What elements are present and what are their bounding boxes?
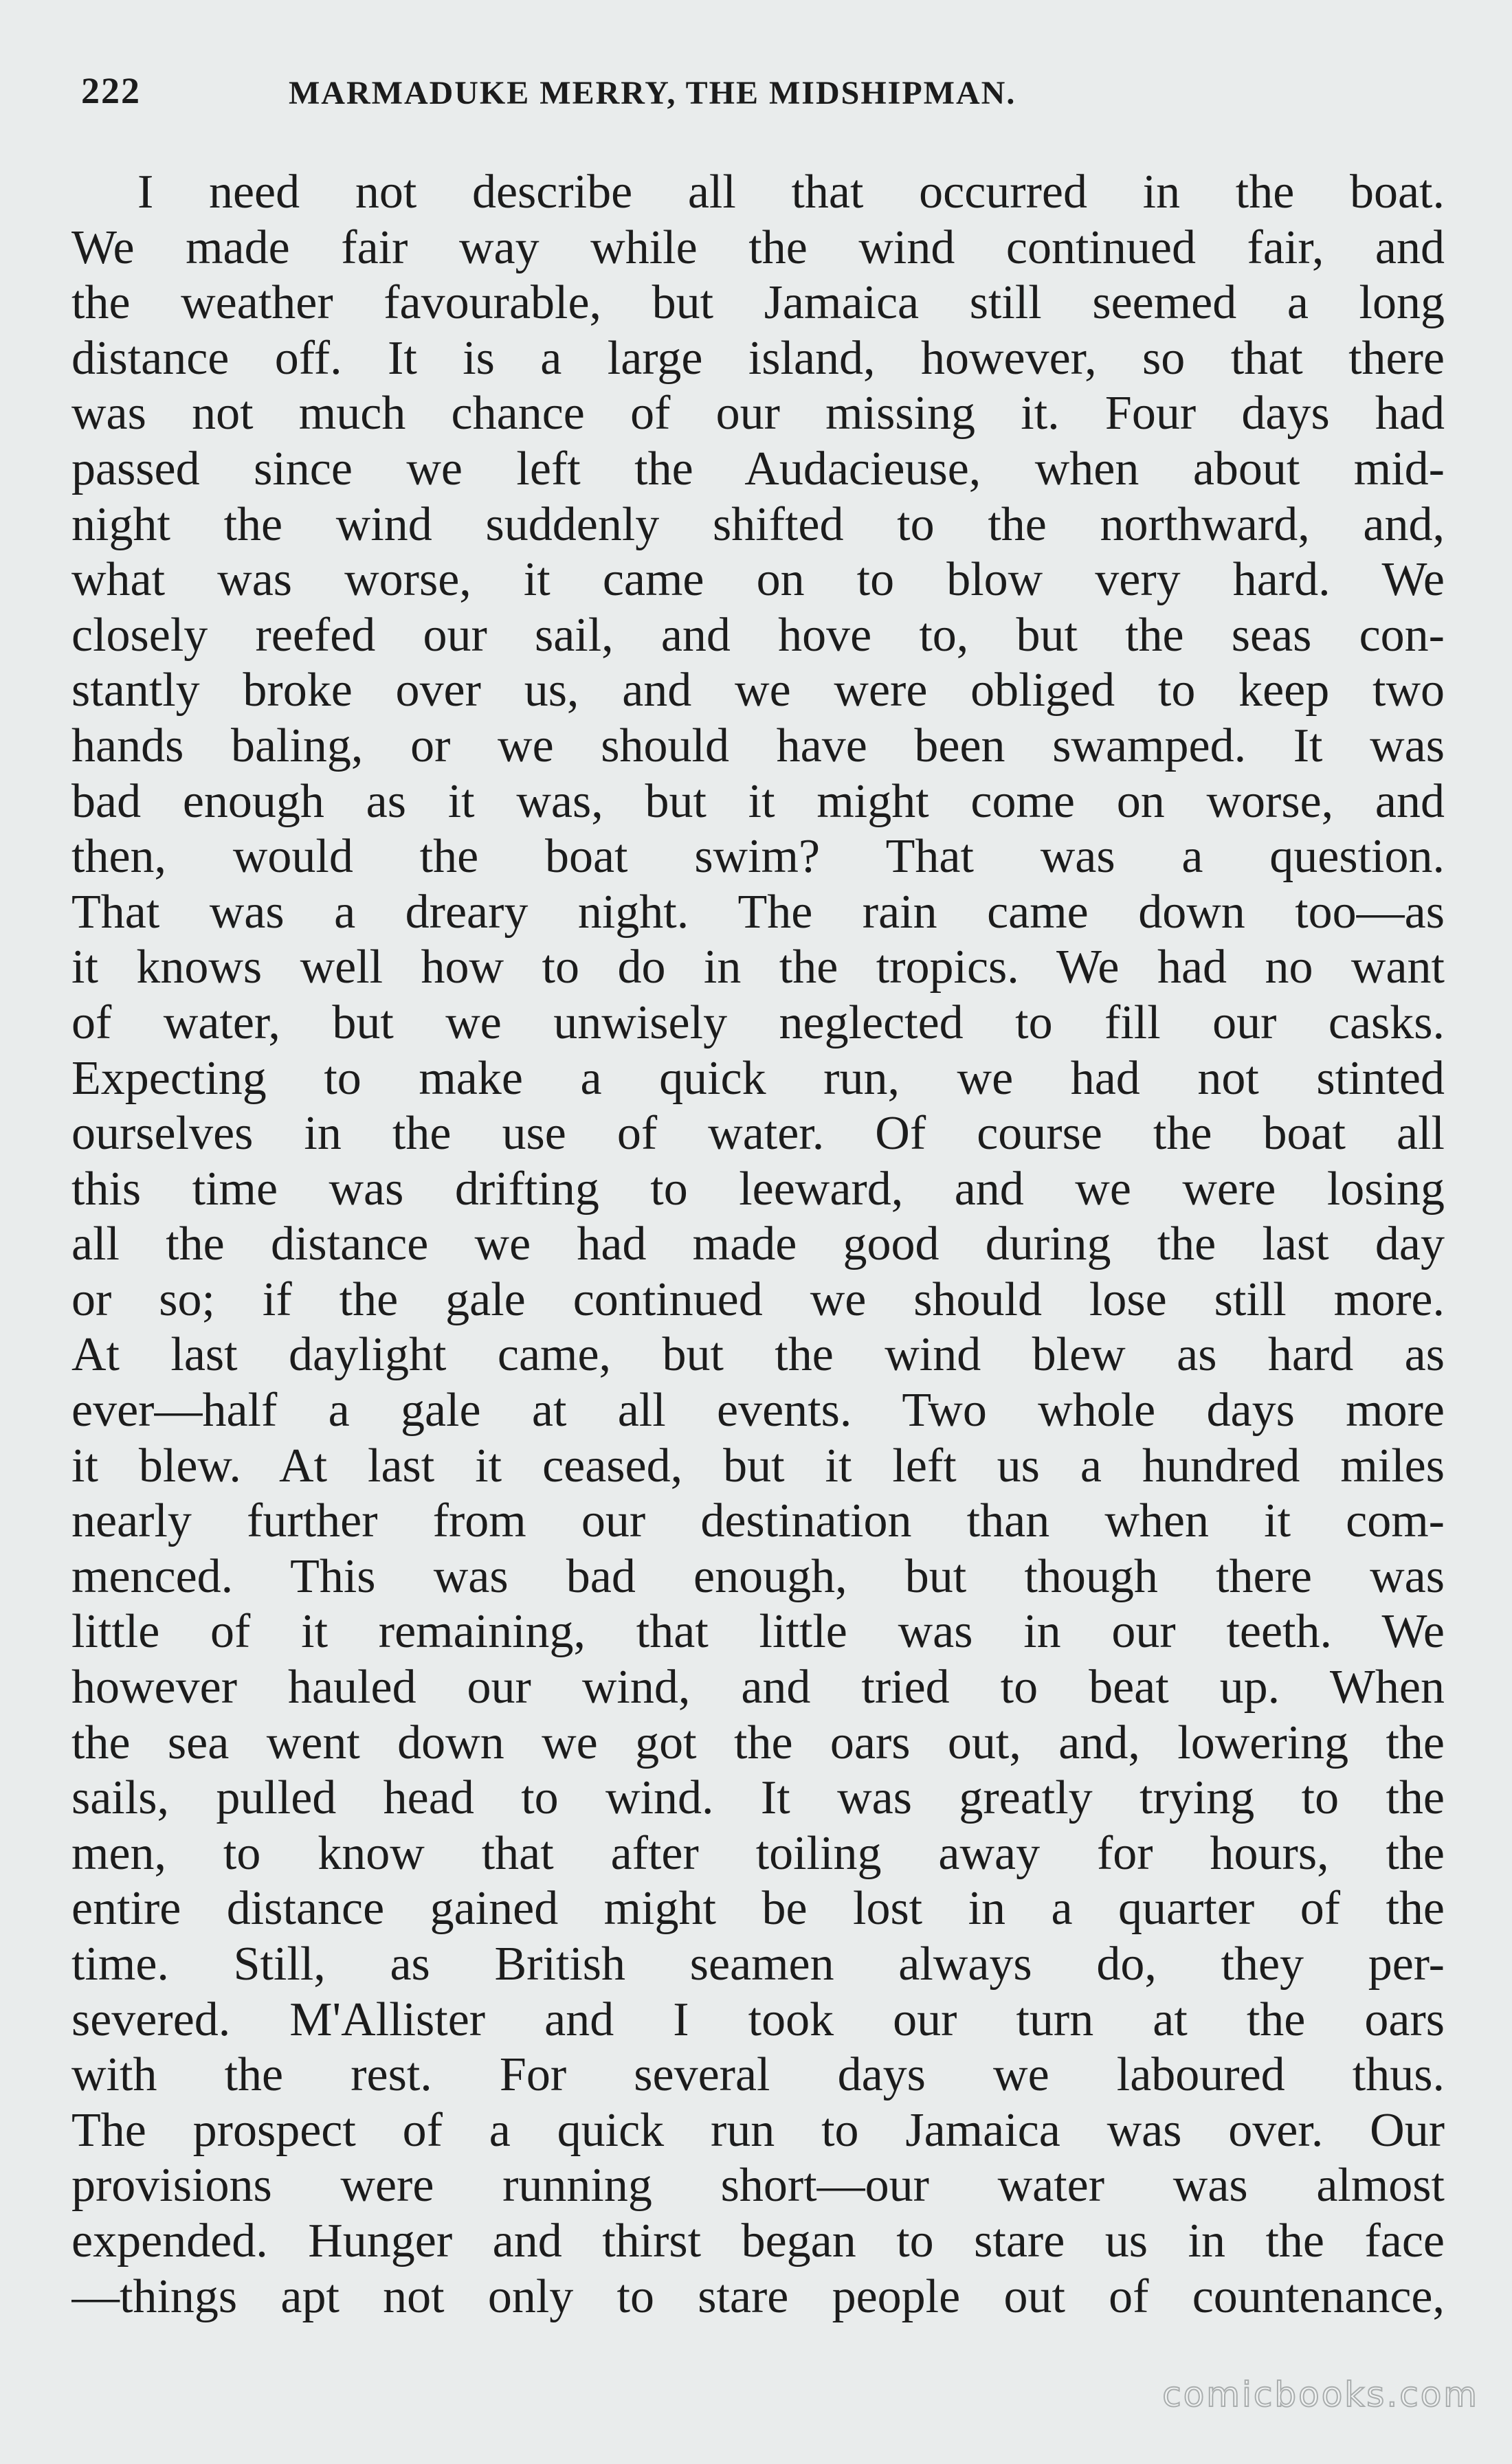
body-text [71, 165, 1445, 2325]
text-line: That was a dreary night. The rain came down too—as [71, 885, 1445, 939]
text-line: with the rest. For several days we laboured thus. [71, 2048, 1445, 2102]
text-line: I need not describe all that occurred in the boat. [137, 166, 1445, 219]
watermark: comicbooks.com [1162, 2375, 1479, 2415]
text-line: little of it remaining, that little was in our teeth. We [71, 1605, 1445, 1659]
text-line: severed. M'Allister and I took our turn at the oars [71, 1993, 1445, 2046]
text-line: sails, pulled head to wind. It was greatly trying to the [71, 1771, 1445, 1825]
text-line: it knows well how to do in the tropics. We had no want [71, 941, 1445, 994]
text-line: this time was drifting to leeward, and we were losing [71, 1162, 1445, 1216]
text-line: the sea went down we got the oars out, and, lowering the [71, 1716, 1445, 1769]
text-line: stantly broke over us, and we were obliged to keep two [71, 664, 1445, 717]
text-line: —things apt not only to stare people out of countenance, [71, 2270, 1445, 2323]
text-line: bad enough as it was, but it might come on worse, and [71, 774, 1445, 828]
text-line: The prospect of a quick run to Jamaica was over. Our [71, 2103, 1445, 2157]
text-line: nearly further from our destination than when it com- [71, 1494, 1445, 1548]
text-line: distance off. It is a large island, however, so that there [71, 331, 1445, 385]
text-line: what was worse, it came on to blow very hard. We [71, 553, 1445, 607]
text-line: Expecting to make a quick run, we had not stinted [71, 1051, 1445, 1105]
page-number: 222 [81, 70, 141, 111]
text-line: was not much chance of our missing it. Four days had [71, 387, 1445, 440]
text-line: then, would the boat swim? That was a question. [71, 830, 1445, 884]
text-line: of water, but we unwisely neglected to fill our casks. [71, 996, 1445, 1049]
text-line: it blew. At last it ceased, but it left us a hundred miles [71, 1439, 1445, 1492]
text-line: the weather favourable, but Jamaica still seemed a long [71, 276, 1445, 330]
text-line: expended. Hunger and thirst began to stare us in the face [71, 2214, 1445, 2267]
text-line: provisions were running short—our water was almost [71, 2159, 1445, 2213]
text-line: men, to know that after toiling away for hours, the [71, 1826, 1445, 1880]
text-line: At last daylight came, but the wind blew as hard as [71, 1328, 1445, 1382]
text-line: or so; if the gale continued we should lose still more. [71, 1273, 1445, 1326]
text-line: time. Still, as British seamen always do, they per- [71, 1938, 1445, 1991]
book-title: MARMADUKE MERRY, THE MIDSHIPMAN. [289, 75, 1016, 111]
text-line: closely reefed our sail, and hove to, but the seas con- [71, 608, 1445, 662]
text-line: night the wind suddenly shifted to the northward, and, [71, 497, 1445, 551]
text-line: hands baling, or we should have been swamped. It was [71, 719, 1445, 772]
text-line: ourselves in the use of water. Of course the boat all [71, 1107, 1445, 1161]
text-line: all the distance we had made good during the last day [71, 1218, 1445, 1271]
text-line: We made fair way while the wind continued fair, and [71, 221, 1445, 274]
text-line: entire distance gained might be lost in a quarter of the [71, 1882, 1445, 1936]
text-line: menced. This was bad enough, but though there was [71, 1549, 1445, 1603]
running-head [81, 63, 1435, 118]
text-line: ever—half a gale at all events. Two whole days more [71, 1384, 1445, 1437]
text-line: however hauled our wind, and tried to beat up. When [71, 1661, 1445, 1714]
text-line: passed since we left the Audacieuse, when about mid- [71, 442, 1445, 495]
